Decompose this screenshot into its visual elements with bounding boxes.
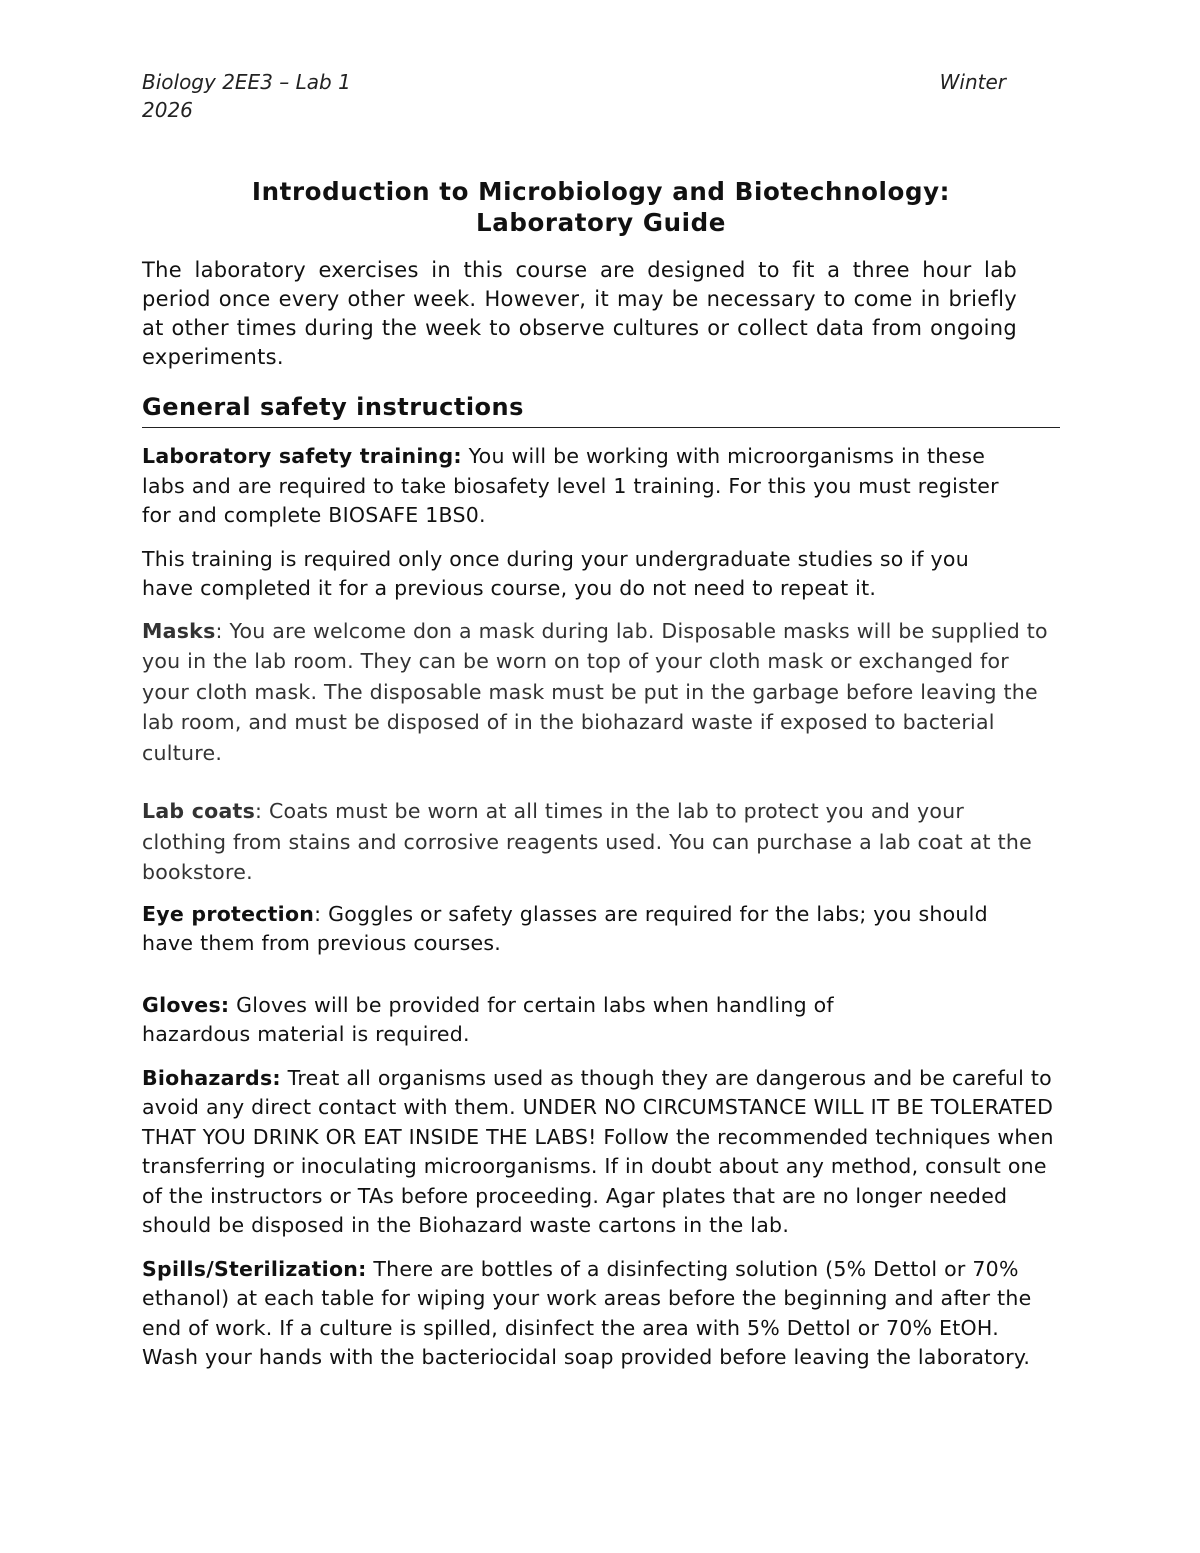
gloves-paragraph: [142, 991, 942, 1050]
gloves-label: Gloves:: [142, 992, 230, 1017]
eye-protection-text: : Goggles or safety glasses are required for the labs; you should have them from previous courses.: [142, 901, 988, 955]
lab-coats-paragraph: [142, 796, 1042, 888]
title-line-2: Laboratory Guide: [476, 208, 726, 237]
masks-label: Masks: [142, 618, 216, 643]
gloves-text: Gloves will be provided for certain labs when handling of hazardous material is required.: [142, 992, 834, 1046]
masks-text: : You are welcome don a mask during lab. Disposable masks will be supplied to you in the lab room. They can be worn on top of your cloth mask or exchanged for your cloth mask. The disposable mask must be put in the garbage before leaving the lab room, and must be disposed of in the biohazard waste if exposed to bacterial culture.: [142, 618, 1048, 765]
biohazards-label: Biohazards:: [142, 1065, 281, 1090]
training-label: Laboratory safety training:: [142, 444, 462, 468]
document-title: [142, 176, 1060, 238]
title-line-1: Introduction to Microbiology and Biotechnology:: [251, 177, 951, 206]
term-year: 2026: [142, 98, 193, 122]
biohazards-text: Treat all organisms used as though they are dangerous and be careful to avoid any direct contact with them. UNDER NO CIRCUMSTANCE WILL IT BE TOLERATED THAT YOU DRINK OR EAT INSIDE THE LABS! Follow the recommended techniques when transferring or inoculating microorganisms. If in doubt about any method, consult one of the instructors or TAs before proceeding. Agar plates that are no longer needed should be disposed in the Biohazard waste cartons in the lab.: [142, 1065, 1054, 1237]
masks-paragraph: [142, 616, 1052, 769]
spills-label: Spills/Sterilization:: [142, 1256, 367, 1281]
page-content: [142, 68, 1060, 1373]
intro-paragraph: The laboratory exercises in this course are designed to fit a three hour lab period once every other week. However, it may be necessary to come in briefly at other times during the week to observe cultures or collect data from ongoing experiments.: [142, 258, 1017, 369]
course-label: Biology 2EE3 – Lab 1: [142, 70, 351, 94]
biohazards-paragraph: [142, 1064, 1058, 1241]
training-paragraph: [142, 442, 1032, 531]
training-note-paragraph: This training is required only once during your undergraduate studies so if you have completed it for a previous course, you do not need to repeat it.: [142, 546, 969, 600]
term-season: Winter: [939, 70, 1006, 94]
spills-text: There are bottles of a disinfecting solution (5% Dettol or 70% ethanol) at each table for wiping your work areas before the beginning and after the end of work. If a culture is spilled, disinfect the area with 5% Dettol or 70% EtOH. Wash your hands with the bacteriocidal soap provided before leaving the laboratory.: [142, 1256, 1032, 1369]
eye-protection-label: Eye protection: [142, 901, 315, 926]
spills-paragraph: [142, 1255, 1052, 1373]
training-text: You will be working with microorganisms in these labs and are required to take biosafety level 1 training. For this you must register for and complete BIOSAFE 1BS0.: [142, 444, 999, 527]
lab-coats-text: : Coats must be worn at all times in the lab to protect you and your clothing from stains and corrosive reagents used. You can purchase a lab coat at the bookstore.: [142, 799, 1032, 884]
eye-protection-paragraph: [142, 900, 1022, 959]
running-header: [142, 68, 1060, 124]
lab-coats-label: Lab coats: [142, 799, 256, 823]
section-heading: General safety instructions: [142, 393, 1060, 428]
